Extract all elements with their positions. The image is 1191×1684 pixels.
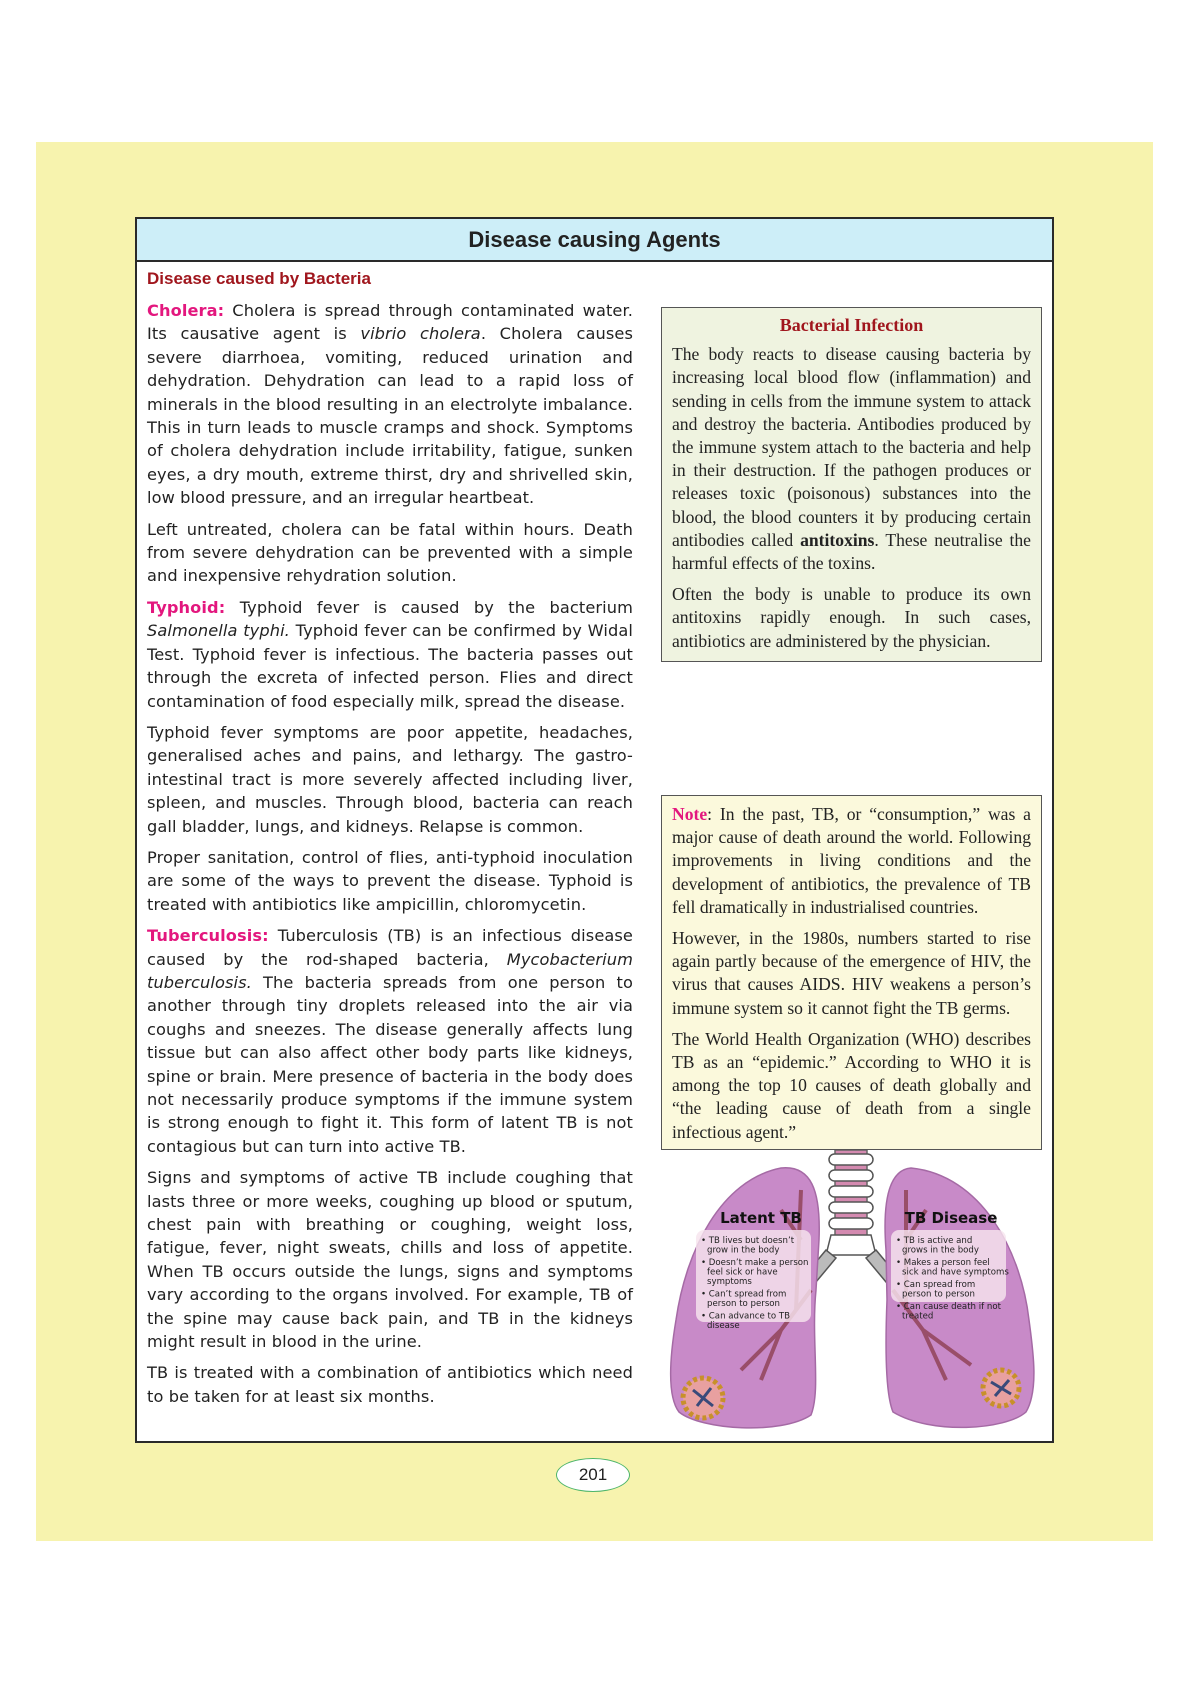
lung-list-item: sick and have symptoms	[902, 1267, 1009, 1278]
lung-list-item: feel sick or have	[707, 1267, 778, 1278]
tb-symptoms-paragraph: Signs and symptoms of active TB include coughing that lasts three or more weeks, coughing up blood or sputum, chest pain with breathing or coughing, weight loss, fatigue, fever, night sweats, chills and loss of appetite. When TB occurs outside the lungs, signs and symptoms vary according to the organs involved. For example, TB of the spine may cause back pain, and TB in the kidneys might result in blood in the urine.	[147, 1168, 633, 1352]
bacterial-infection-title: Bacterial Infection	[779, 315, 924, 335]
typhoid-text: Typhoid fever is caused by the bacterium	[225, 597, 633, 617]
lung-list-item: • Can cause death if not	[896, 1302, 1001, 1312]
page-title: Disease causing Agents	[137, 219, 1052, 262]
note-paragraph-2: However, in the 1980s, numbers started to rise again partly because of the emergence of HIV, the virus that causes AIDS. HIV weakens a person’s immune system so it cannot fight the TB germs.	[672, 928, 1031, 1018]
content-frame	[135, 217, 1054, 1443]
typhoid-prevention-paragraph: Proper sanitation, control of flies, anti-typhoid inoculation are some of the ways to prevent the disease. Typhoid is treated with antibiotics like ampicillin, chloromycetin.	[147, 847, 633, 914]
tuberculosis-text: Tuberculosis (TB) is an infectious disease caused by the rod-shaped bacteria,	[147, 926, 633, 969]
page-number: 201	[556, 1458, 630, 1492]
typhoid-term: Typhoid:	[147, 597, 226, 617]
typhoid-symptoms-paragraph: Typhoid fever symptoms are poor appetite, headaches, generalised aches and pains, and lethargy. The gastro-intestinal tract is more severely affected including liver, spleen, and muscles. Through blood, bacteria can reach gall bladder, lungs, and kidneys. Relapse is common.	[147, 722, 633, 836]
lung-list-item: • Can’t spread from	[701, 1289, 787, 1300]
note-text-1: : In the past, TB, or “consumption,” was a major cause of death around the world. Following improvements in living conditions and the development of antibiotics, the prevalence of TB fell dramatically in industrialised countries.	[672, 804, 1031, 917]
lung-list-item: • TB is active and	[896, 1236, 973, 1246]
lung-list-item: grow in the body	[707, 1245, 780, 1256]
antibiotics-text: Often the body is unable to produce its own antitoxins rapidly enough. In such cases, antibiotics are administered by the physician.	[672, 584, 1031, 651]
lung-list-item: • Can spread from	[896, 1280, 976, 1290]
lung-tb-illustration	[661, 1150, 1042, 1430]
typhoid-species: Salmonella typhi.	[147, 621, 290, 641]
lung-list-item: • TB lives but doesn’t	[701, 1236, 795, 1246]
latent-tb-title: Latent TB	[720, 1209, 802, 1227]
tb-disease-title: TB Disease	[904, 1209, 998, 1227]
typhoid-paragraph	[147, 596, 633, 713]
tuberculosis-paragraph	[147, 924, 633, 1158]
note-paragraph-1	[672, 803, 1031, 919]
lung-list-item: treated	[902, 1311, 934, 1322]
typhoid-text-cont: Typhoid fever can be confirmed by Widal Test. Typhoid fever is infectious. The bacteria passes out through the excreta of infected person. Flies and direct contamination of food especially milk, spread the disease.	[147, 621, 633, 711]
tuberculosis-text-cont: The bacteria spreads from one person to another through tiny droplets released into the air via coughs and sneezes. The disease generally affects lung tissue but can also affect other body parts like kidneys, spine or brain. Mere presence of bacteria in the body does not necessarily produce symptoms if the immune system is strong enough to fight it. This form of latent TB is not contagious but can turn into active TB.	[147, 972, 633, 1156]
lung-list-item: • Makes a person feel	[896, 1258, 990, 1268]
main-text-column	[147, 299, 633, 1416]
lung-list-item: grows in the body	[902, 1245, 979, 1256]
note-box	[661, 795, 1042, 1150]
note-paragraph-3: The World Health Organization (WHO) describes TB as an “epidemic.” According to WHO it is among the top 10 causes of death globally and “the leading cause of death from a single infectious agent.”	[672, 1028, 1031, 1142]
cholera-paragraph	[147, 299, 633, 510]
tb-treatment-paragraph: TB is treated with a combination of antibiotics which need to be taken for at least six months.	[147, 1363, 633, 1406]
cholera-term: Cholera:	[147, 301, 225, 320]
tuberculosis-species: Mycobacterium tuberculosis.	[147, 949, 633, 992]
lung-list-item: • Doesn’t make a person	[701, 1258, 809, 1268]
lung-list-item: person to person	[707, 1299, 781, 1309]
lung-list-item: symptoms	[707, 1277, 752, 1287]
lung-list-item: • Can advance to TB	[701, 1311, 791, 1322]
antitoxins-term: antitoxins	[800, 529, 875, 550]
bacterial-text-b: . These neutralise the harmful effects of the toxins.	[672, 529, 1031, 574]
bacterial-text-a: The body reacts to disease causing bacteria by increasing local blood flow (inflammation) and sending in cells from the immune system to attack and destroy the bacteria. Antibodies produced by the immune system attach to the bacteria and help in their destruction. If the pathogen produces or releases toxic (poisonous) substances into the blood, the blood counters it by producing certain antibodies called	[672, 344, 1031, 550]
cholera-treatment-paragraph: Left untreated, cholera can be fatal within hours. Death from severe dehydration can be prevented with a simple and inexpensive rehydration solution.	[147, 519, 633, 586]
lung-list-item: disease	[707, 1321, 740, 1331]
cholera-text-cont: . Cholera causes severe diarrhoea, vomiting, reduced urination and dehydration. Dehydration can lead to a rapid loss of minerals in the blood resulting in an electrolyte imbalance. This in turn leads to muscle cramps and shock. Symptoms of cholera dehydration include irritability, fatigue, sunken eyes, a dry mouth, extreme thirst, dry and shrivelled skin, low blood pressure, and an irregular heartbeat.	[147, 324, 633, 508]
lungs-icon	[661, 1150, 1042, 1430]
lung-list-item: person to person	[902, 1289, 976, 1300]
bacterial-infection-box	[661, 307, 1042, 662]
note-label: Note	[672, 804, 708, 824]
bacterial-infection-text	[672, 343, 1031, 575]
section-heading: Disease caused by Bacteria	[147, 269, 371, 288]
tuberculosis-term: Tuberculosis:	[147, 926, 269, 946]
cholera-species: vibrio cholera	[360, 324, 481, 344]
cholera-text: Cholera is spread through contaminated water. Its causative agent is	[147, 301, 633, 344]
